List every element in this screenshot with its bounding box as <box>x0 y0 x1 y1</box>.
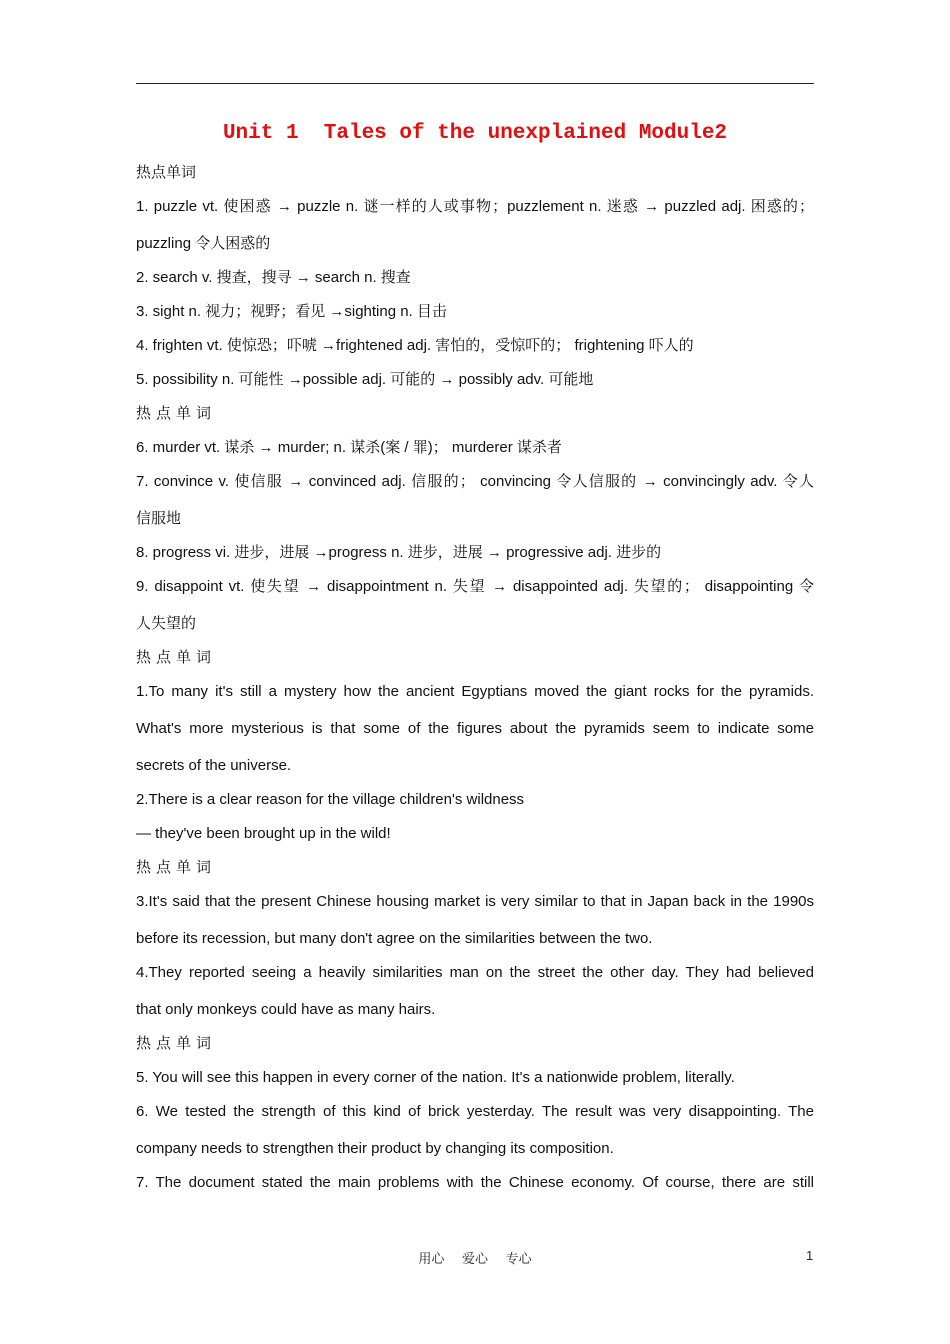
text-line: 1.To many it's still a mystery how the ancient Egyptians moved the giant rocks for the pyramids. <box>136 683 814 700</box>
text-line: 5. You will see this happen in every corner of the nation. It's a nationwide problem, literally. <box>136 1069 735 1086</box>
page-number: 1 <box>806 1248 814 1263</box>
text-line: secrets of the universe. <box>136 757 292 774</box>
text-line: that only monkeys could have as many hairs. <box>136 1001 436 1018</box>
header-rule <box>136 83 814 84</box>
text-line: 热点单词 <box>136 405 217 422</box>
text-line: 6. murder vt. 谋杀 → murder; n. 谋杀(案 / 罪)； murderer 谋杀者 <box>136 439 562 456</box>
text-line: 4. frighten vt. 使惊恐；吓唬 →frightened adj. 害怕的，受惊吓的； frightening 吓人的 <box>136 337 694 354</box>
text-line: 2. search v. 搜查，搜寻 → search n. 搜查 <box>136 269 411 286</box>
text-line: 3. sight n. 视力；视野；看见 →sighting n. 目击 <box>136 303 447 320</box>
text-line: before its recession, but many don't agree on the similarities between the two. <box>136 930 653 947</box>
text-line: 热点单词 <box>136 859 217 876</box>
text-line: 热点单词 <box>136 164 197 181</box>
text-line: 信服地 <box>136 510 182 527</box>
text-line: puzzling 令人困惑的 <box>136 235 271 252</box>
text-line: 7. convince v. 使信服 → convinced adj. 信服的； convincing 令人信服的 → convincingly adv. 令人 <box>136 473 814 490</box>
text-line: 5. possibility n. 可能性 →possible adj. 可能的 → possibly adv. 可能地 <box>136 371 594 388</box>
text-line: — they've been brought up in the wild! <box>136 825 391 842</box>
document-body <box>136 160 814 1204</box>
text-line: What's more mysterious is that some of the figures about the pyramids seem to indicate some <box>136 720 814 737</box>
text-line: 6. We tested the strength of this kind of brick yesterday. The result was very disappointing. The <box>136 1103 814 1120</box>
text-line: 3.It's said that the present Chinese housing market is very similar to that in Japan back in the 1990s <box>136 893 814 910</box>
text-line: 4.They reported seeing a heavily similarities man on the street the other day. They had believed <box>136 964 814 981</box>
document-title: Unit 1 Tales of the unexplained Module2 <box>222 122 728 145</box>
text-line: company needs to strengthen their product by changing its composition. <box>136 1140 614 1157</box>
text-line: 热点单词 <box>136 649 217 666</box>
text-line: 7. The document stated the main problems with the Chinese economy. Of course, there are still <box>136 1174 814 1191</box>
footer-motto: 用心 爱心 专心 <box>418 1251 532 1266</box>
text-line: 1. puzzle vt. 使困惑 → puzzle n. 谜一样的人或事物；puzzlement n. 迷惑 → puzzled adj. 困惑的； <box>136 198 814 215</box>
text-line: 热点单词 <box>136 1035 217 1052</box>
text-line: 2.There is a clear reason for the village children's wildness <box>136 791 525 808</box>
text-line: 9. disappoint vt. 使失望 → disappointment n. 失望 → disappointed adj. 失望的； disappointing 令 <box>136 578 814 595</box>
text-line: 人失望的 <box>136 615 197 632</box>
text-line: 8. progress vi. 进步，进展 →progress n. 进步，进展 → progressive adj. 进步的 <box>136 544 662 561</box>
